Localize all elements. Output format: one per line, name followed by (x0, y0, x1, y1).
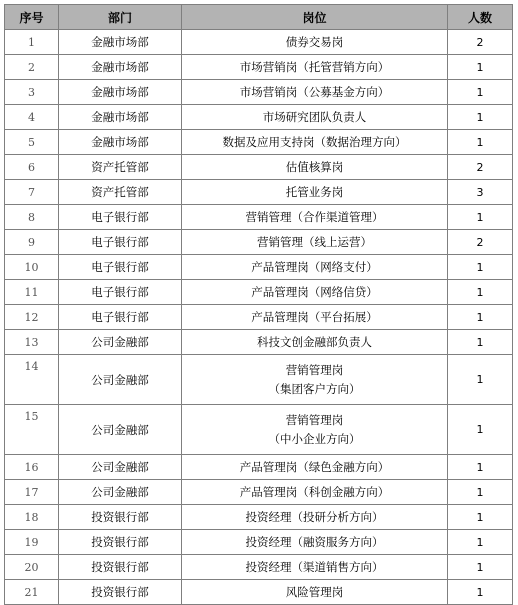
cell-index: 14 (5, 355, 59, 405)
cell-position (182, 580, 448, 605)
cell-department: 金融市场部 (59, 130, 182, 155)
cell-headcount: 2 (448, 230, 513, 255)
cell-index: 20 (5, 555, 59, 580)
position-text-line: （集团客户方向） (268, 381, 361, 396)
cell-department: 金融市场部 (59, 55, 182, 80)
position-text-line: 债券交易岗 (285, 34, 344, 49)
table-row (5, 530, 513, 555)
cell-index: 9 (5, 230, 59, 255)
cell-position (182, 155, 448, 180)
cell-index: 8 (5, 205, 59, 230)
cell-headcount: 2 (448, 30, 513, 55)
position-text-line: 营销管理岗 (285, 412, 344, 427)
table-row (5, 580, 513, 605)
position-text-line: 营销管理岗 (285, 362, 344, 377)
table-row (5, 330, 513, 355)
cell-department: 金融市场部 (59, 80, 182, 105)
table-row (5, 230, 513, 255)
cell-headcount: 1 (448, 280, 513, 305)
cell-index: 2 (5, 55, 59, 80)
cell-department: 电子银行部 (59, 305, 182, 330)
cell-department: 公司金融部 (59, 455, 182, 480)
position-text-line: （中小企业方向） (268, 431, 361, 446)
header-department: 部门 (59, 5, 182, 30)
cell-position (182, 505, 448, 530)
recruitment-table-container (4, 4, 513, 605)
table-row (5, 80, 513, 105)
cell-position (182, 280, 448, 305)
table-body (5, 30, 513, 605)
header-headcount: 人数 (448, 5, 513, 30)
cell-position (182, 55, 448, 80)
cell-position (182, 530, 448, 555)
cell-headcount: 1 (448, 455, 513, 480)
cell-department: 投资银行部 (59, 505, 182, 530)
cell-position (182, 205, 448, 230)
cell-department: 电子银行部 (59, 205, 182, 230)
table-row (5, 455, 513, 480)
cell-headcount: 1 (448, 405, 513, 455)
position-text-line: 市场营销岗（托管营销方向） (239, 59, 390, 74)
cell-department: 公司金融部 (59, 405, 182, 455)
cell-department: 金融市场部 (59, 105, 182, 130)
cell-position (182, 30, 448, 55)
cell-department: 电子银行部 (59, 280, 182, 305)
cell-index: 1 (5, 30, 59, 55)
cell-department: 公司金融部 (59, 480, 182, 505)
cell-index: 3 (5, 80, 59, 105)
cell-headcount: 1 (448, 55, 513, 80)
cell-department: 投资银行部 (59, 555, 182, 580)
cell-index: 21 (5, 580, 59, 605)
cell-position (182, 230, 448, 255)
position-text-line: 数据及应用支持岗（数据治理方向） (222, 134, 407, 149)
table-row (5, 130, 513, 155)
cell-department: 资产托管部 (59, 180, 182, 205)
recruitment-table (4, 4, 513, 605)
cell-index: 7 (5, 180, 59, 205)
position-text-line: 科技文创金融部负责人 (257, 334, 372, 349)
cell-position (182, 455, 448, 480)
cell-headcount: 1 (448, 105, 513, 130)
position-text-line: 营销管理（合作渠道管理） (245, 209, 384, 224)
position-text-line: 投资经理（融资服务方向） (245, 534, 384, 549)
table-row (5, 355, 513, 405)
cell-index: 19 (5, 530, 59, 555)
table-row (5, 505, 513, 530)
cell-position (182, 305, 448, 330)
cell-headcount: 1 (448, 255, 513, 280)
table-row (5, 480, 513, 505)
cell-headcount: 1 (448, 530, 513, 555)
table-row (5, 30, 513, 55)
cell-index: 6 (5, 155, 59, 180)
table-row (5, 55, 513, 80)
table-row (5, 155, 513, 180)
cell-position (182, 80, 448, 105)
cell-department: 电子银行部 (59, 230, 182, 255)
table-row (5, 555, 513, 580)
cell-position (182, 180, 448, 205)
position-text-line: 产品管理岗（绿色金融方向） (239, 459, 390, 474)
cell-index: 16 (5, 455, 59, 480)
cell-index: 17 (5, 480, 59, 505)
position-text-line: 风险管理岗 (285, 584, 344, 599)
cell-position (182, 255, 448, 280)
cell-headcount: 1 (448, 130, 513, 155)
position-text-line: 估值核算岗 (285, 159, 344, 174)
cell-department: 电子银行部 (59, 255, 182, 280)
position-text-line: 投资经理（投研分析方向） (245, 509, 384, 524)
cell-position (182, 330, 448, 355)
cell-index: 5 (5, 130, 59, 155)
cell-position (182, 355, 448, 405)
cell-headcount: 1 (448, 80, 513, 105)
cell-headcount: 1 (448, 480, 513, 505)
cell-index: 18 (5, 505, 59, 530)
header-index: 序号 (5, 5, 59, 30)
position-text-line: 市场营销岗（公募基金方向） (239, 84, 390, 99)
table-row (5, 180, 513, 205)
cell-department: 资产托管部 (59, 155, 182, 180)
cell-headcount: 1 (448, 305, 513, 330)
table-row (5, 105, 513, 130)
cell-position (182, 130, 448, 155)
table-row (5, 405, 513, 455)
cell-index: 11 (5, 280, 59, 305)
cell-index: 10 (5, 255, 59, 280)
cell-department: 投资银行部 (59, 530, 182, 555)
table-row (5, 255, 513, 280)
cell-position (182, 480, 448, 505)
cell-department: 公司金融部 (59, 330, 182, 355)
cell-index: 12 (5, 305, 59, 330)
table-row (5, 205, 513, 230)
table-row (5, 280, 513, 305)
position-text-line: 产品管理岗（科创金融方向） (239, 484, 390, 499)
cell-headcount: 1 (448, 355, 513, 405)
position-text-line: 产品管理岗（网络信贷） (251, 284, 378, 299)
cell-headcount: 2 (448, 155, 513, 180)
table-header-row (5, 5, 513, 30)
position-text-line: 产品管理岗（平台拓展） (251, 309, 378, 324)
cell-headcount: 1 (448, 580, 513, 605)
position-text-line: 投资经理（渠道销售方向） (245, 559, 384, 574)
cell-index: 13 (5, 330, 59, 355)
cell-headcount: 1 (448, 505, 513, 530)
cell-department: 投资银行部 (59, 580, 182, 605)
cell-department: 公司金融部 (59, 355, 182, 405)
cell-headcount: 3 (448, 180, 513, 205)
cell-headcount: 1 (448, 205, 513, 230)
cell-position (182, 405, 448, 455)
cell-department: 金融市场部 (59, 30, 182, 55)
position-text-line: 市场研究团队负责人 (262, 109, 367, 124)
cell-headcount: 1 (448, 330, 513, 355)
position-text-line: 营销管理（线上运营） (257, 234, 372, 249)
cell-position (182, 555, 448, 580)
table-row (5, 305, 513, 330)
position-text-line: 产品管理岗（网络支付） (251, 259, 378, 274)
cell-headcount: 1 (448, 555, 513, 580)
cell-index: 4 (5, 105, 59, 130)
header-position: 岗位 (182, 5, 448, 30)
position-text-line: 托管业务岗 (285, 184, 344, 199)
cell-position (182, 105, 448, 130)
cell-index: 15 (5, 405, 59, 455)
